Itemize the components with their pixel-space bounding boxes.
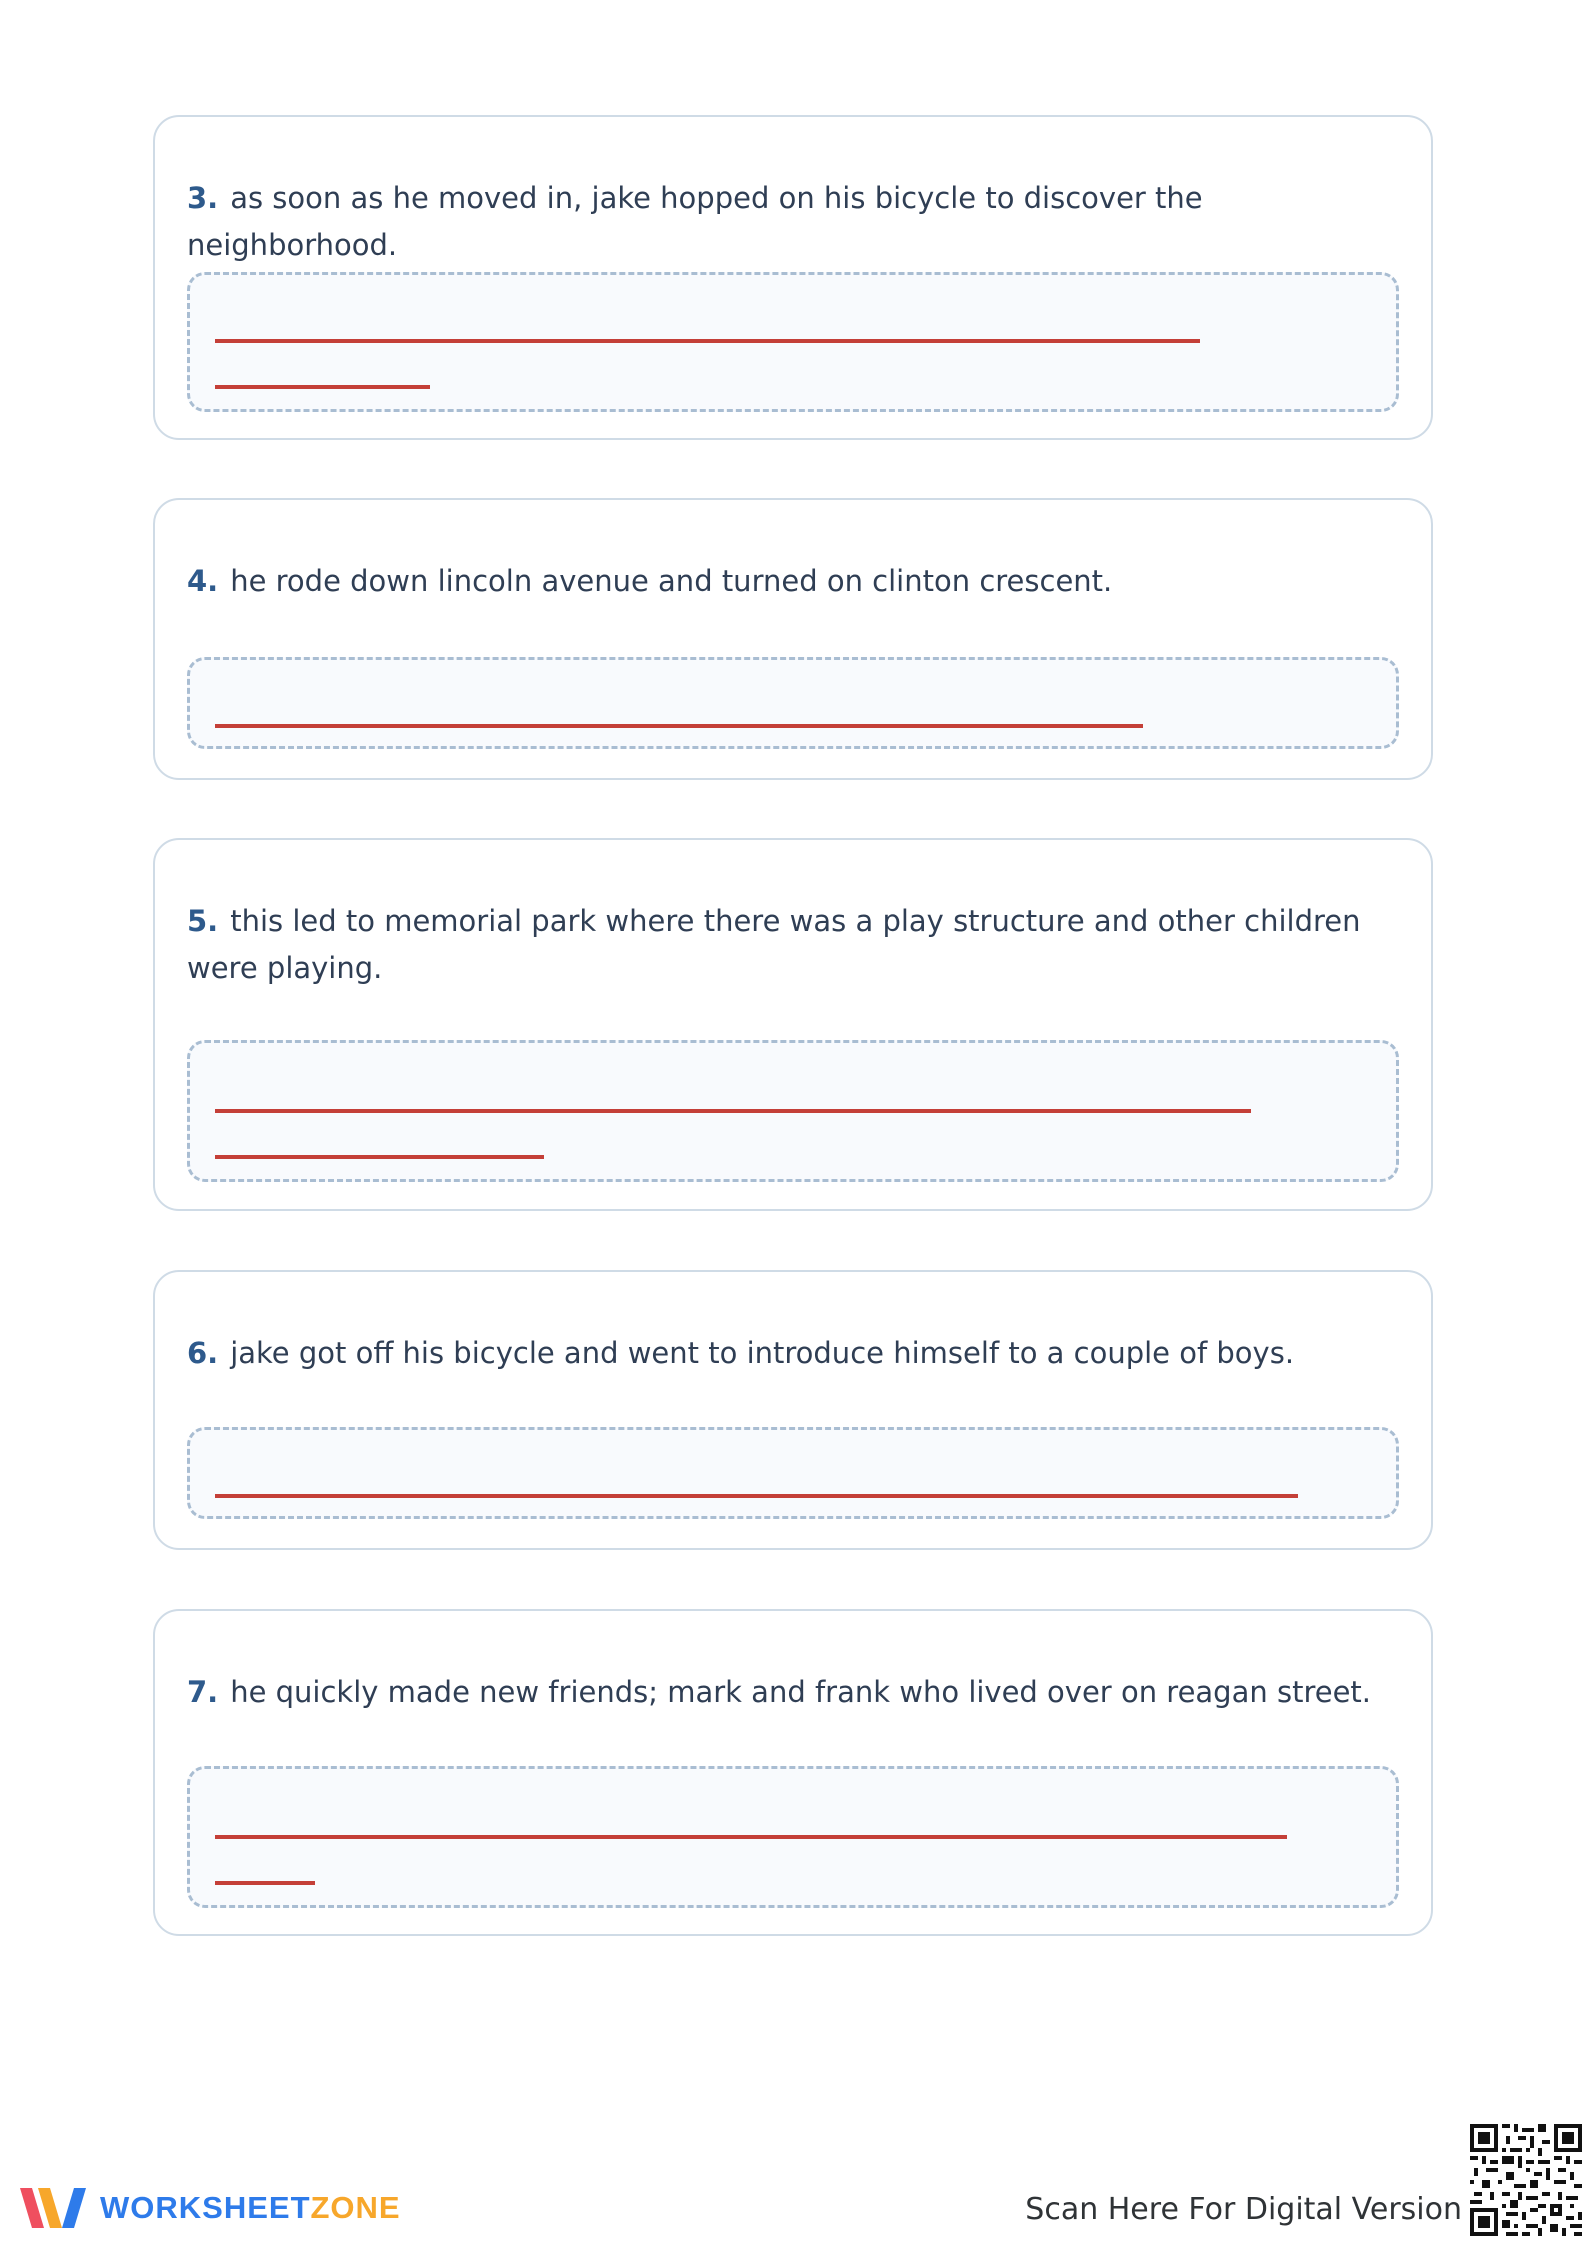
answer-field[interactable] [187, 1427, 1399, 1519]
question-number: 6. [187, 1336, 219, 1370]
answer-line [215, 1494, 1298, 1498]
answer-line [215, 724, 1143, 728]
question-card-3 [153, 115, 1433, 440]
question-number: 3. [187, 181, 219, 215]
qr-code-icon[interactable] [1470, 2124, 1582, 2236]
answer-line [215, 1881, 315, 1885]
scan-caption: Scan Here For Digital Version [1025, 2192, 1462, 2227]
question-text: as soon as he moved in, jake hopped on his bicycle to discover the neighborhood. [187, 181, 1203, 262]
question-prompt [187, 558, 1391, 605]
question-card-6 [153, 1270, 1433, 1550]
question-text: he rode down lincoln avenue and turned on clinton crescent. [230, 564, 1113, 598]
question-prompt [187, 175, 1391, 269]
question-text: this led to memorial park where there was a play structure and other children were playing. [187, 904, 1361, 985]
brand-name-part2: ZONE [310, 2190, 401, 2225]
question-prompt [187, 1669, 1391, 1716]
question-text: he quickly made new friends; mark and frank who lived over on reagan street. [230, 1675, 1372, 1709]
answer-field[interactable] [187, 657, 1399, 749]
question-card-4 [153, 498, 1433, 780]
question-number: 5. [187, 904, 219, 938]
answer-line [215, 339, 1200, 343]
brand-name [100, 2190, 401, 2226]
question-card-7 [153, 1609, 1433, 1936]
question-number: 7. [187, 1675, 219, 1709]
brand-logo[interactable] [18, 2180, 401, 2236]
answer-field[interactable] [187, 1766, 1399, 1908]
answer-line [215, 385, 430, 389]
answer-line [215, 1835, 1287, 1839]
question-text: jake got off his bicycle and went to introduce himself to a couple of boys. [230, 1336, 1295, 1370]
answer-field[interactable] [187, 1040, 1399, 1182]
question-prompt [187, 1330, 1391, 1377]
worksheetzone-logo-icon [18, 2180, 90, 2236]
answer-field[interactable] [187, 272, 1399, 412]
question-number: 4. [187, 564, 219, 598]
answer-line [215, 1155, 544, 1159]
question-card-5 [153, 838, 1433, 1211]
brand-name-part1: WORKSHEET [100, 2190, 311, 2225]
answer-line [215, 1109, 1251, 1113]
question-prompt [187, 898, 1391, 992]
